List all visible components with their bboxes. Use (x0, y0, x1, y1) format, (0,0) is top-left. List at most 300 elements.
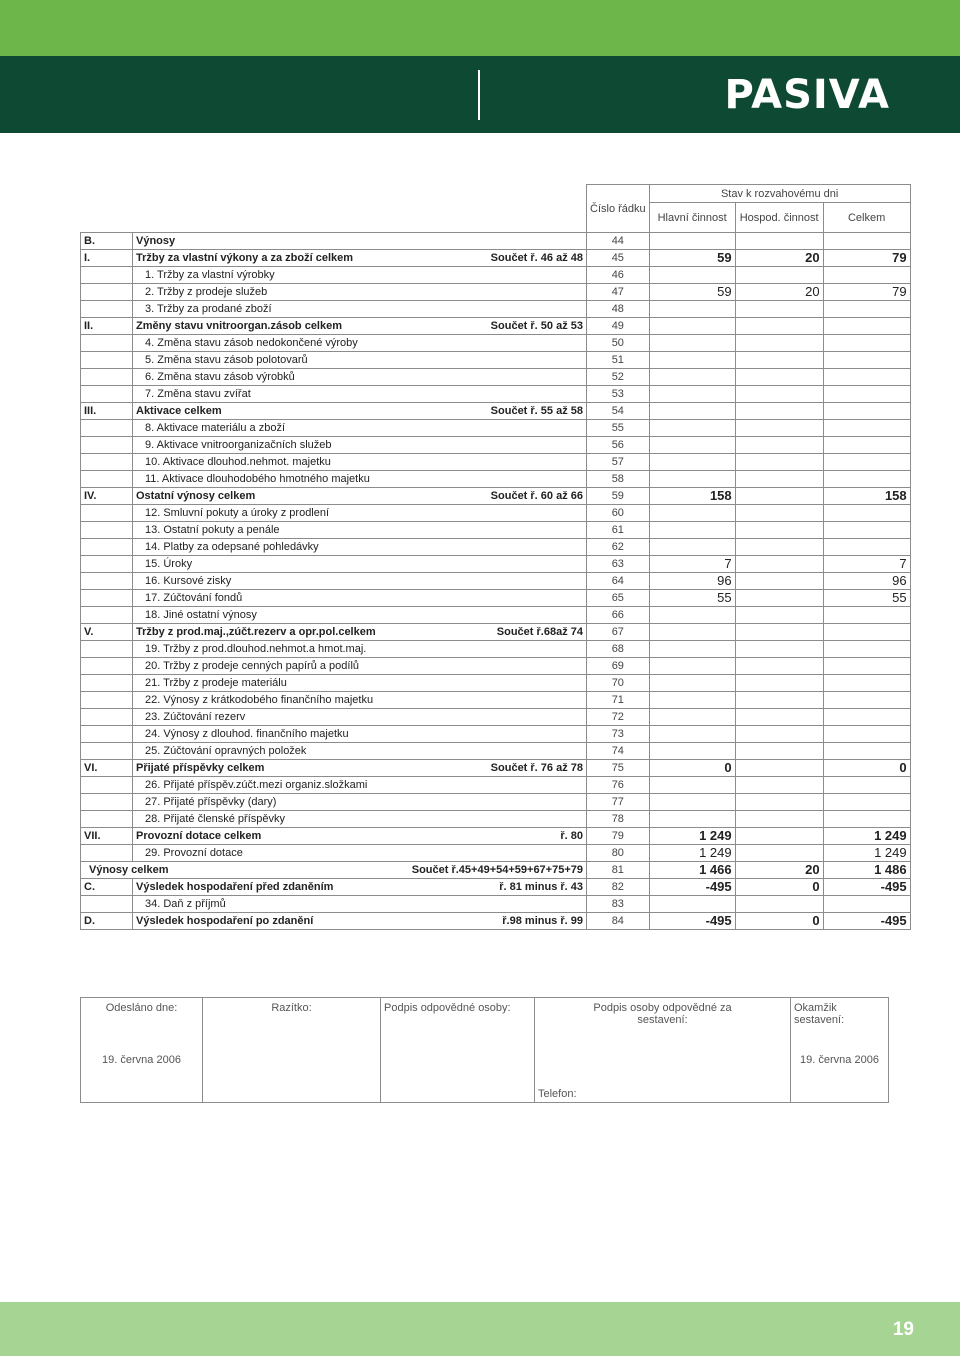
table-row-total (81, 862, 911, 879)
row-label: 5. Změna stavu zásob polotovarů (133, 352, 403, 369)
row-label: 21. Tržby z prodeje materiálu (133, 675, 403, 692)
row-section-label (81, 267, 133, 284)
row-number: 44 (587, 233, 650, 250)
value-hlavni (649, 624, 735, 641)
row-formula (403, 386, 587, 403)
row-formula (403, 590, 587, 607)
row-number: 82 (587, 879, 650, 896)
table-row (81, 369, 911, 386)
row-section-label (81, 352, 133, 369)
row-formula (403, 335, 587, 352)
value-hlavni: 1 249 (649, 828, 735, 845)
value-hlavni (649, 743, 735, 760)
value-hlavni (649, 777, 735, 794)
row-section-label (81, 692, 133, 709)
value-hospod (735, 522, 823, 539)
row-number: 81 (587, 862, 650, 879)
row-formula (403, 607, 587, 624)
row-number: 52 (587, 369, 650, 386)
value-celkem: 1 249 (823, 845, 910, 862)
value-celkem: 1 486 (823, 862, 910, 879)
value-celkem (823, 896, 910, 913)
row-section-label: VI. (81, 760, 133, 777)
row-label: Provozní dotace celkem (133, 828, 403, 845)
value-hlavni (649, 301, 735, 318)
stamp-cell (203, 998, 381, 1103)
row-section-label (81, 896, 133, 913)
row-section-label: D. (81, 913, 133, 930)
row-formula (403, 420, 587, 437)
value-celkem (823, 692, 910, 709)
row-formula (403, 709, 587, 726)
sent-date-value: 19. června 2006 (102, 1054, 181, 1066)
value-celkem (823, 301, 910, 318)
sent-date-cell (81, 998, 203, 1103)
income-statement-table (80, 184, 911, 930)
compiled-time-cell (791, 998, 889, 1103)
table-row (81, 879, 911, 896)
row-label: 26. Přijaté příspěv.zúčt.mezi organiz.složkami (133, 777, 403, 794)
row-label: 19. Tržby z prod.dlouhod.nehmot.a hmot.maj. (133, 641, 403, 658)
value-celkem: -495 (823, 879, 910, 896)
row-number: 78 (587, 811, 650, 828)
row-formula (403, 301, 587, 318)
row-number: 75 (587, 760, 650, 777)
row-formula (403, 811, 587, 828)
row-formula (403, 692, 587, 709)
value-celkem (823, 539, 910, 556)
row-formula (403, 777, 587, 794)
table-row (81, 471, 911, 488)
row-number: 73 (587, 726, 650, 743)
row-section-label (81, 811, 133, 828)
value-celkem: 55 (823, 590, 910, 607)
value-celkem: 0 (823, 760, 910, 777)
table-row (81, 301, 911, 318)
row-number: 64 (587, 573, 650, 590)
compiled-time-value: 19. června 2006 (800, 1054, 879, 1066)
row-number: 67 (587, 624, 650, 641)
row-formula (403, 233, 587, 250)
table-row (81, 250, 911, 267)
value-celkem (823, 454, 910, 471)
signature-table (80, 997, 889, 1103)
value-celkem (823, 352, 910, 369)
row-formula (403, 675, 587, 692)
row-label: 13. Ostatní pokuty a penále (133, 522, 403, 539)
table-row (81, 284, 911, 301)
row-number: 84 (587, 913, 650, 930)
table-row (81, 233, 911, 250)
value-celkem (823, 607, 910, 624)
row-formula (403, 369, 587, 386)
table-row (81, 760, 911, 777)
value-celkem (823, 318, 910, 335)
row-section-label (81, 590, 133, 607)
row-label: 27. Přijaté příspěvky (dary) (133, 794, 403, 811)
row-label: 9. Aktivace vnitroorganizačních služeb (133, 437, 403, 454)
value-hlavni: 1 249 (649, 845, 735, 862)
value-hlavni (649, 896, 735, 913)
row-formula (403, 539, 587, 556)
row-label: 24. Výnosy z dlouhod. finančního majetku (133, 726, 403, 743)
row-section-label (81, 641, 133, 658)
row-label: 11. Aktivace dlouhodobého hmotného majetku (133, 471, 403, 488)
value-hospod (735, 845, 823, 862)
value-hospod (735, 505, 823, 522)
value-celkem (823, 811, 910, 828)
row-formula: Součet ř. 55 až 58 (403, 403, 587, 420)
value-celkem (823, 743, 910, 760)
row-label: 15. Úroky (133, 556, 403, 573)
row-label: Ostatní výnosy celkem (133, 488, 403, 505)
table-row (81, 828, 911, 845)
row-label: 25. Zúčtování opravných položek (133, 743, 403, 760)
row-section-label (81, 794, 133, 811)
value-hospod (735, 743, 823, 760)
value-hospod (735, 233, 823, 250)
value-hospod (735, 488, 823, 505)
value-hlavni (649, 352, 735, 369)
row-section-label (81, 420, 133, 437)
row-label: Změny stavu vnitroorgan.zásob celkem (133, 318, 403, 335)
value-hospod (735, 726, 823, 743)
row-number: 65 (587, 590, 650, 607)
row-section-label (81, 301, 133, 318)
table-row (81, 692, 911, 709)
value-hospod (735, 760, 823, 777)
value-hlavni (649, 420, 735, 437)
row-formula (403, 845, 587, 862)
compiler-signature-cell (535, 998, 791, 1103)
row-number: 77 (587, 794, 650, 811)
value-hospod (735, 896, 823, 913)
row-number: 54 (587, 403, 650, 420)
page-number: 19 (892, 1319, 914, 1340)
row-label: 22. Výnosy z krátkodobého finančního majetku (133, 692, 403, 709)
row-section-label (81, 675, 133, 692)
row-number: 56 (587, 437, 650, 454)
row-section-label (81, 437, 133, 454)
row-formula (403, 658, 587, 675)
value-hospod (735, 471, 823, 488)
table-row (81, 726, 911, 743)
row-formula (403, 896, 587, 913)
row-number: 48 (587, 301, 650, 318)
row-label: Přijaté příspěvky celkem (133, 760, 403, 777)
value-hlavni (649, 505, 735, 522)
value-celkem (823, 369, 910, 386)
value-hospod: 20 (735, 862, 823, 879)
row-section-label (81, 539, 133, 556)
table-row (81, 913, 911, 930)
table-row (81, 794, 911, 811)
row-formula: ř.98 minus ř. 99 (403, 913, 587, 930)
row-formula (403, 641, 587, 658)
value-celkem: 7 (823, 556, 910, 573)
row-number: 46 (587, 267, 650, 284)
row-label: 17. Zúčtování fondů (133, 590, 403, 607)
value-hospod (735, 267, 823, 284)
row-number: 62 (587, 539, 650, 556)
value-hospod (735, 777, 823, 794)
row-number: 74 (587, 743, 650, 760)
value-hospod: 20 (735, 250, 823, 267)
col-header-cislo: Číslo řádku (587, 185, 650, 233)
value-hlavni: 158 (649, 488, 735, 505)
row-number: 72 (587, 709, 650, 726)
row-formula: Součet ř. 60 až 66 (403, 488, 587, 505)
row-number: 66 (587, 607, 650, 624)
value-hlavni (649, 335, 735, 352)
value-hospod (735, 692, 823, 709)
value-hlavni: -495 (649, 913, 735, 930)
row-section-label: I. (81, 250, 133, 267)
row-label: 16. Kursové zisky (133, 573, 403, 590)
value-hospod (735, 437, 823, 454)
value-hospod (735, 301, 823, 318)
row-section-label: III. (81, 403, 133, 420)
stamp-label: Razítko: (271, 1002, 312, 1014)
table-row (81, 267, 911, 284)
value-celkem (823, 437, 910, 454)
top-accent-bar (0, 0, 960, 56)
row-label: Výnosy (133, 233, 403, 250)
row-formula (403, 454, 587, 471)
bottom-band (0, 1302, 960, 1356)
row-formula (403, 743, 587, 760)
row-section-label (81, 505, 133, 522)
value-celkem (823, 505, 910, 522)
row-label: 4. Změna stavu zásob nedokončené výroby (133, 335, 403, 352)
value-celkem (823, 709, 910, 726)
value-hospod: 20 (735, 284, 823, 301)
value-hlavni: -495 (649, 879, 735, 896)
table-row (81, 590, 911, 607)
table-row (81, 403, 911, 420)
value-celkem (823, 658, 910, 675)
value-celkem (823, 624, 910, 641)
value-hospod (735, 335, 823, 352)
row-number: 50 (587, 335, 650, 352)
table-row (81, 641, 911, 658)
row-number: 68 (587, 641, 650, 658)
table-row (81, 556, 911, 573)
row-number: 76 (587, 777, 650, 794)
value-hlavni (649, 658, 735, 675)
row-number: 63 (587, 556, 650, 573)
row-label: Tržby za vlastní výkony a za zboží celkem (133, 250, 403, 267)
value-hospod (735, 828, 823, 845)
value-celkem (823, 471, 910, 488)
row-section-label (81, 607, 133, 624)
row-number: 49 (587, 318, 650, 335)
table-row (81, 420, 911, 437)
row-section-label (81, 743, 133, 760)
row-number: 69 (587, 658, 650, 675)
value-hospod (735, 318, 823, 335)
value-hlavni (649, 811, 735, 828)
value-hospod (735, 386, 823, 403)
value-hlavni (649, 794, 735, 811)
value-celkem (823, 267, 910, 284)
row-formula: Součet ř. 76 až 78 (403, 760, 587, 777)
value-hospod (735, 590, 823, 607)
responsible-signature-cell (381, 998, 535, 1103)
value-celkem: -495 (823, 913, 910, 930)
row-label: 18. Jiné ostatní výnosy (133, 607, 403, 624)
row-formula (403, 522, 587, 539)
row-formula: Součet ř. 50 až 53 (403, 318, 587, 335)
value-hlavni (649, 692, 735, 709)
table-row (81, 386, 911, 403)
table-row (81, 454, 911, 471)
table-row (81, 352, 911, 369)
row-label: 2. Tržby z prodeje služeb (133, 284, 403, 301)
table-row (81, 488, 911, 505)
row-number: 59 (587, 488, 650, 505)
row-formula (403, 505, 587, 522)
value-hospod: 0 (735, 913, 823, 930)
row-number: 61 (587, 522, 650, 539)
value-hospod (735, 675, 823, 692)
table-row (81, 675, 911, 692)
row-section-label (81, 335, 133, 352)
row-section-label (81, 573, 133, 590)
col-header-hlavni: Hlavní činnost (649, 203, 735, 233)
row-section-label (81, 556, 133, 573)
row-label: 8. Aktivace materiálu a zboží (133, 420, 403, 437)
value-celkem (823, 386, 910, 403)
row-label: 10. Aktivace dlouhod.nehmot. majetku (133, 454, 403, 471)
table-row (81, 318, 911, 335)
value-celkem (823, 794, 910, 811)
total-formula: Součet ř.45+49+54+59+67+75+79 (403, 862, 587, 879)
value-celkem (823, 403, 910, 420)
value-celkem: 79 (823, 284, 910, 301)
value-hlavni (649, 437, 735, 454)
row-number: 70 (587, 675, 650, 692)
value-hospod (735, 420, 823, 437)
value-celkem (823, 420, 910, 437)
value-hlavni (649, 267, 735, 284)
table-row (81, 658, 911, 675)
value-hospod (735, 573, 823, 590)
table-row (81, 505, 911, 522)
table-row (81, 335, 911, 352)
header-divider (478, 70, 480, 120)
value-hlavni (649, 607, 735, 624)
row-section-label: II. (81, 318, 133, 335)
row-formula: Součet ř.68až 74 (403, 624, 587, 641)
row-label: 23. Zúčtování rezerv (133, 709, 403, 726)
value-hlavni (649, 641, 735, 658)
value-hospod (735, 794, 823, 811)
row-formula: ř. 81 minus ř. 43 (403, 879, 587, 896)
row-formula (403, 573, 587, 590)
total-label: Výnosy celkem (81, 862, 403, 879)
row-label: 14. Platby za odepsané pohledávky (133, 539, 403, 556)
table-row (81, 709, 911, 726)
value-hlavni (649, 233, 735, 250)
value-hospod (735, 624, 823, 641)
row-formula (403, 284, 587, 301)
value-hospod (735, 607, 823, 624)
value-celkem (823, 641, 910, 658)
table-row (81, 845, 911, 862)
value-hlavni: 0 (649, 760, 735, 777)
row-section-label (81, 454, 133, 471)
row-number: 71 (587, 692, 650, 709)
row-section-label (81, 845, 133, 862)
value-hlavni (649, 403, 735, 420)
row-section-label (81, 284, 133, 301)
row-number: 79 (587, 828, 650, 845)
row-formula: Součet ř. 46 až 48 (403, 250, 587, 267)
row-section-label: V. (81, 624, 133, 641)
row-formula (403, 794, 587, 811)
responsible-signature-label: Podpis odpovědné osoby: (384, 1002, 511, 1014)
row-section-label: VII. (81, 828, 133, 845)
table-row (81, 539, 911, 556)
sent-date-label: Odesláno dne: (105, 1002, 178, 1014)
value-hlavni (649, 369, 735, 386)
row-label: Výsledek hospodaření před zdaněním (133, 879, 403, 896)
row-number: 83 (587, 896, 650, 913)
row-label: 20. Tržby z prodeje cenných papírů a podílů (133, 658, 403, 675)
col-header-group: Stav k rozvahovému dni (649, 185, 910, 203)
row-label: 28. Přijaté členské příspěvky (133, 811, 403, 828)
value-hlavni (649, 709, 735, 726)
row-label: 6. Změna stavu zásob výrobků (133, 369, 403, 386)
row-section-label (81, 471, 133, 488)
value-celkem: 158 (823, 488, 910, 505)
value-celkem: 96 (823, 573, 910, 590)
value-hlavni: 59 (649, 284, 735, 301)
pasiva-logo: PASIVA (724, 72, 890, 118)
value-hospod: 0 (735, 879, 823, 896)
row-section-label (81, 369, 133, 386)
table-row (81, 896, 911, 913)
value-hlavni: 59 (649, 250, 735, 267)
value-hlavni (649, 471, 735, 488)
row-number: 47 (587, 284, 650, 301)
col-header-celkem: Celkem (823, 203, 910, 233)
value-hospod (735, 658, 823, 675)
row-formula (403, 556, 587, 573)
value-hlavni (649, 675, 735, 692)
row-number: 80 (587, 845, 650, 862)
value-hlavni: 1 466 (649, 862, 735, 879)
value-hospod (735, 403, 823, 420)
value-celkem (823, 675, 910, 692)
row-section-label: B. (81, 233, 133, 250)
value-hlavni (649, 318, 735, 335)
value-hlavni: 96 (649, 573, 735, 590)
value-celkem: 79 (823, 250, 910, 267)
row-label: Tržby z prod.maj.,zúčt.rezerv a opr.pol.celkem (133, 624, 403, 641)
row-section-label (81, 658, 133, 675)
row-number: 55 (587, 420, 650, 437)
row-formula (403, 267, 587, 284)
table-row (81, 522, 911, 539)
value-celkem (823, 777, 910, 794)
value-celkem: 1 249 (823, 828, 910, 845)
row-label: 7. Změna stavu zvířat (133, 386, 403, 403)
row-label: 34. Daň z příjmů (133, 896, 403, 913)
value-celkem (823, 726, 910, 743)
col-header-hospod: Hospod. činnost (735, 203, 823, 233)
